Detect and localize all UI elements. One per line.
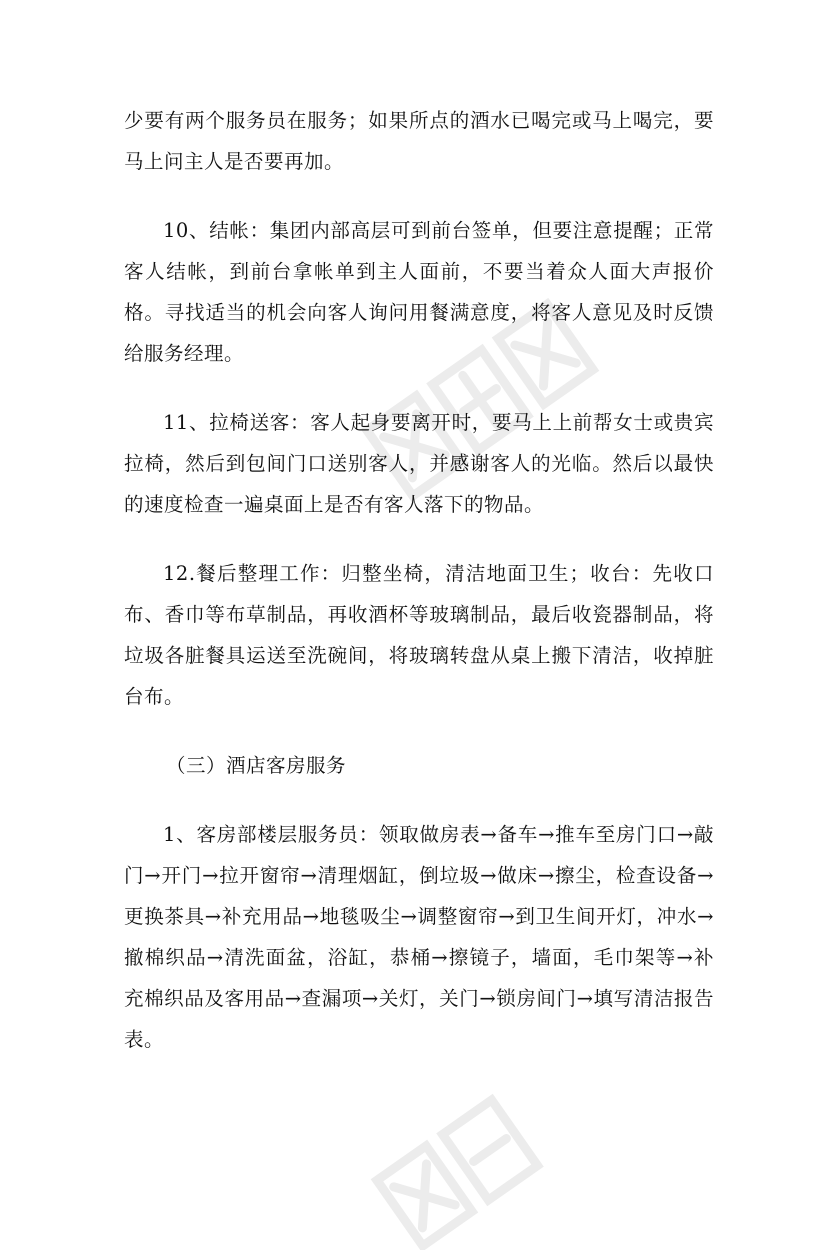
section-heading-room-service: （三）酒店客房服务 (166, 754, 347, 777)
paragraph-see-off-guests: 11、拉椅送客：客人起身要离开时，要马上上前帮女士或贵宾拉椅，然后到包间门口送别客人，并感谢客人的光临。然后以最快的速度检查一遍桌面上是否有客人落下的物品。 (124, 411, 714, 516)
paragraph-service-continuation: 少要有两个服务员在服务；如果所点的酒水已喝完或马上喝完，要马上问主人是否要再加。 (124, 109, 714, 173)
document-body (124, 100, 714, 1060)
paragraph-checkout: 10、结帐：集团内部高层可到前台签单，但要注意提醒；正常客人结帐，到前台拿帐单到主人面前，不要当着众人面大声报价格。寻找适当的机会向客人询问用餐满意度，将客人意见及时反馈给服务经理。 (124, 219, 714, 365)
watermark-icon (340, 1050, 640, 1250)
paragraph-post-meal-cleanup: 12.餐后整理工作：归整坐椅，清洁地面卫生；收台：先收口布、香巾等布草制品，再收酒杯等玻璃制品，最后收瓷器制品，将垃圾各脏餐具运送至洗碗间，将玻璃转盘从桌上搬下清洁，收掉脏台布。 (124, 562, 714, 708)
paragraph-housekeeping-steps: 1、客房部楼层服务员：领取做房表→备车→推车至房门口→敲门→开门→拉开窗帘→清理烟缸，倒垃圾→做床→擦尘，检查设备→更换茶具→补充用品→地毯吸尘→调整窗帘→到卫生间开灯，冲水→撤棉织品→清洗面盆，浴缸，恭桶→擦镜子，墙面，毛巾架等→补充棉织品及客用品→查漏项→关灯，关门→锁房间门→填写清洁报告表。 (124, 823, 714, 1051)
